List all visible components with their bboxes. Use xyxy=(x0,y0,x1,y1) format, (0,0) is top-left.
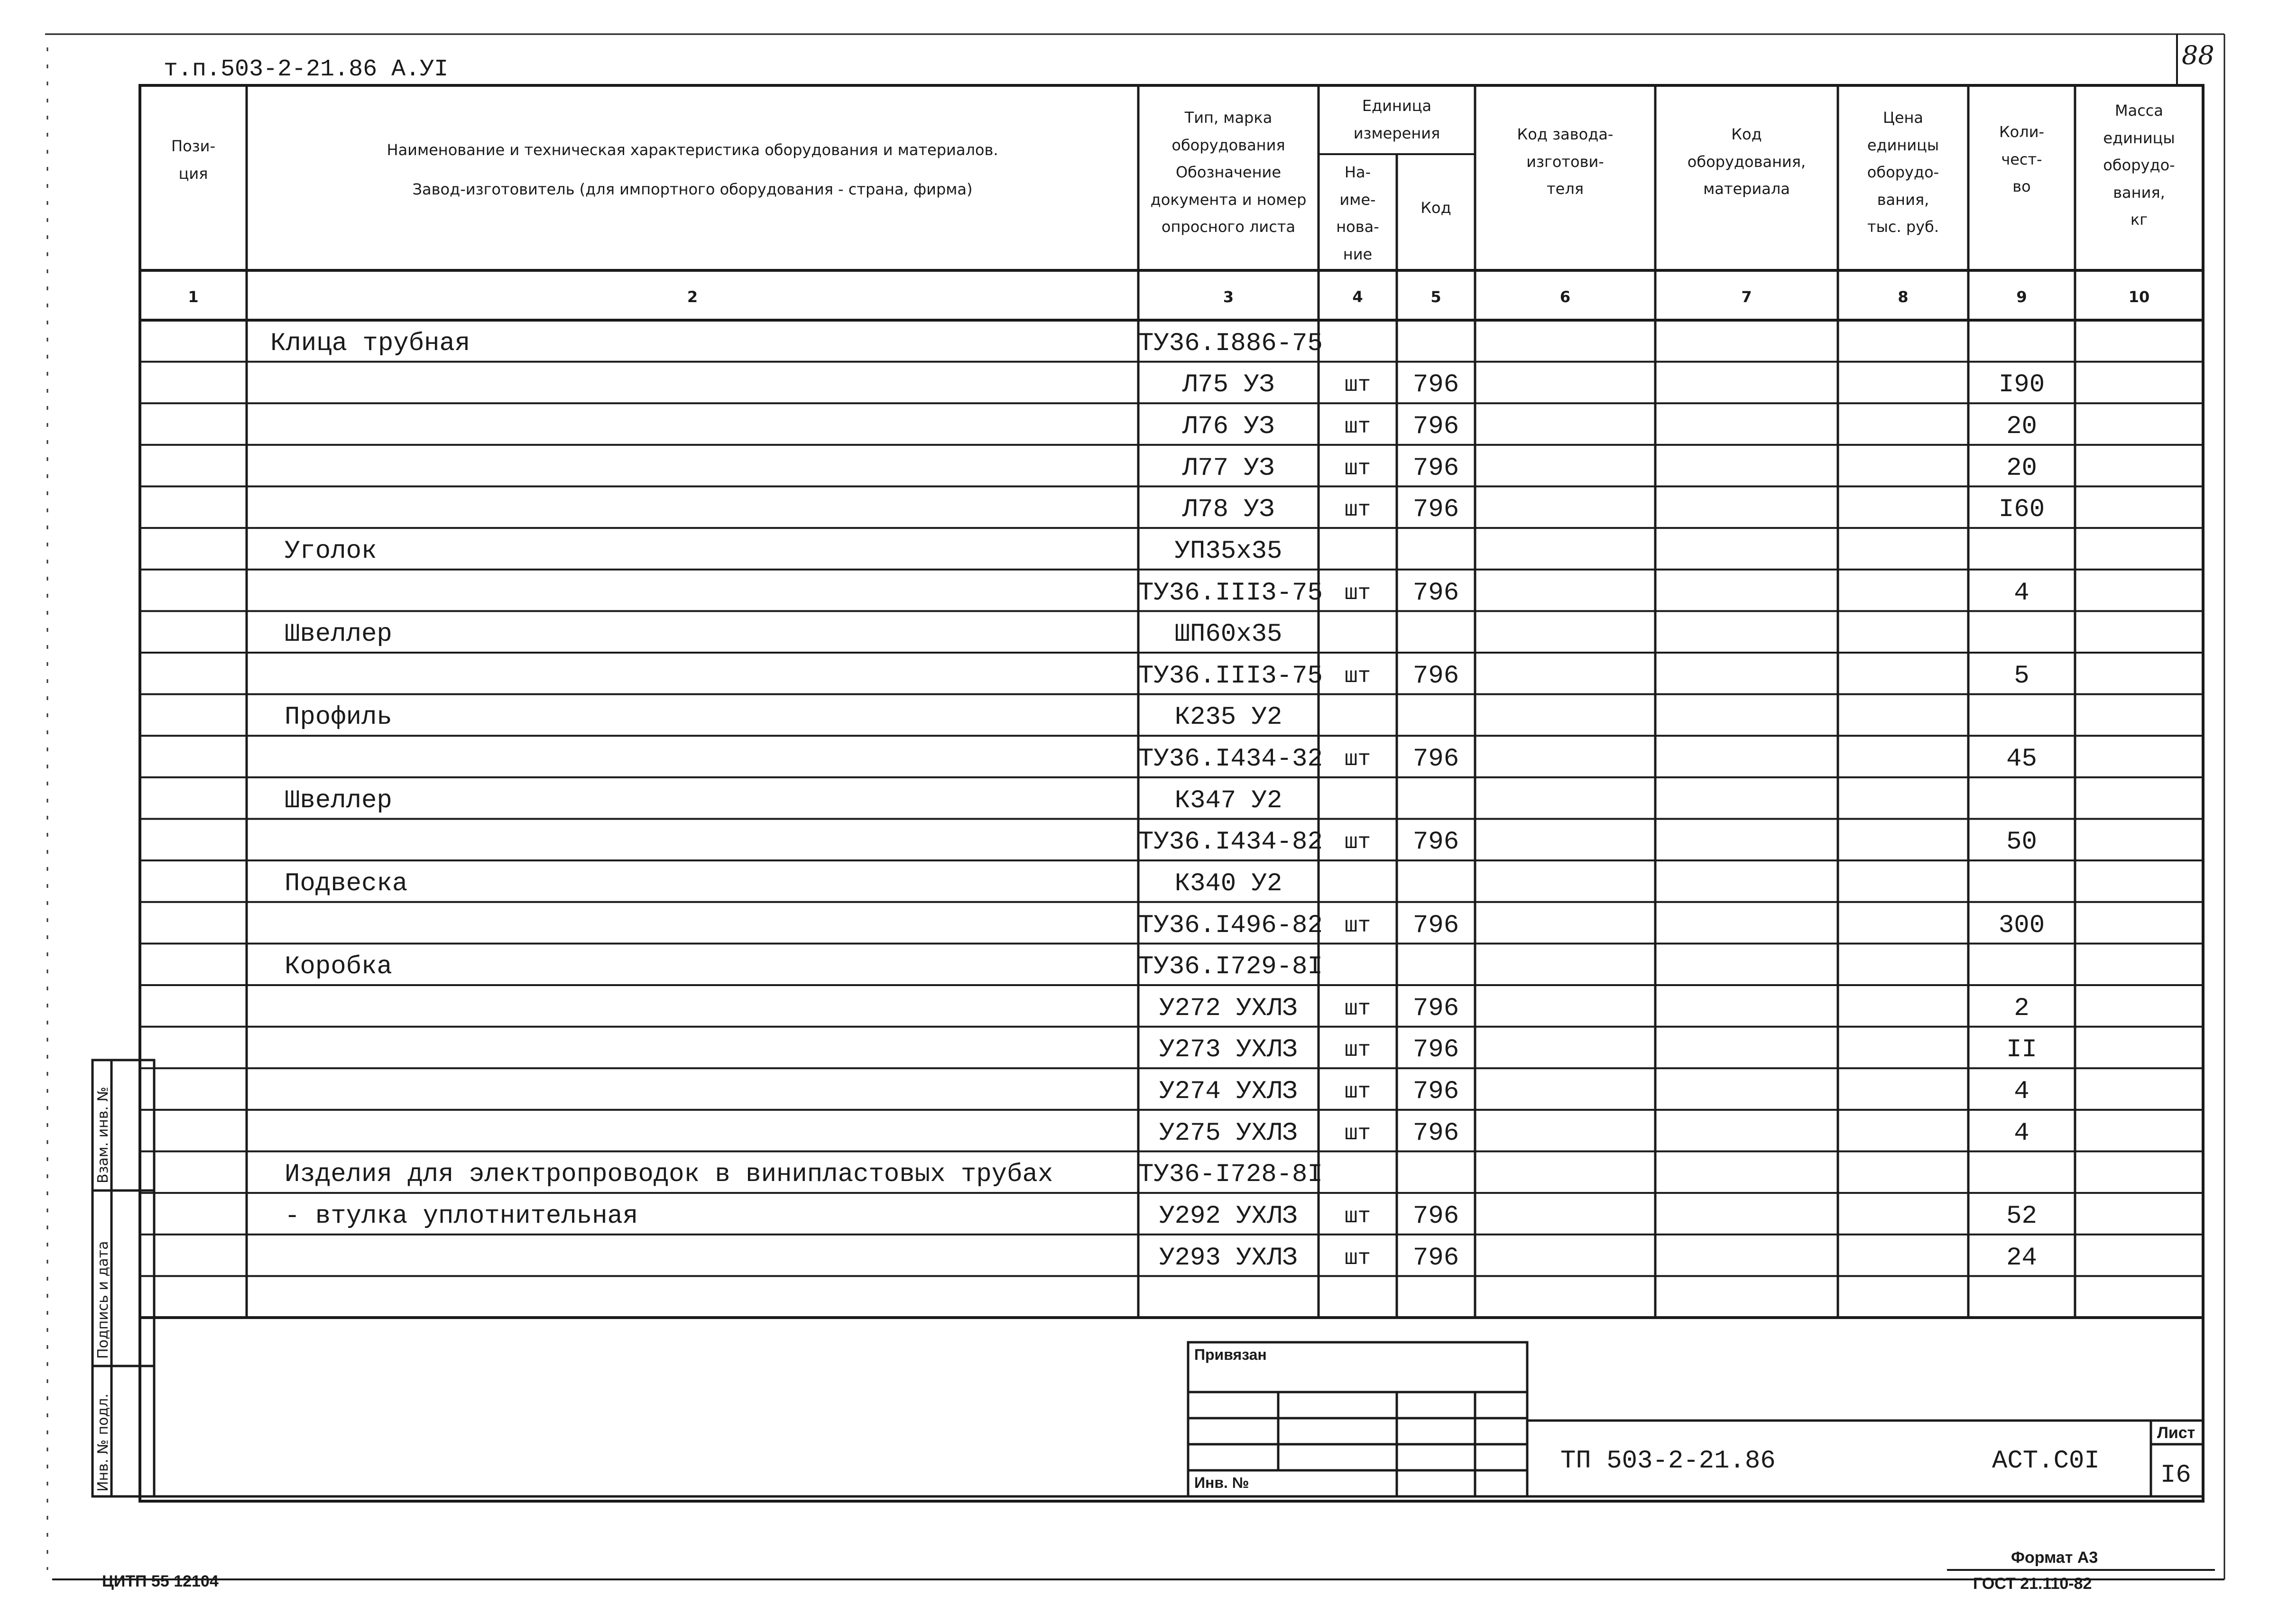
unit-code-cell: 796 xyxy=(1412,495,1459,525)
quantity-cell: 20 xyxy=(2006,412,2037,442)
item-name-cell: - втулка уплотнительная xyxy=(285,1201,638,1231)
side-stamp-inv-replace: Взам. инв. № xyxy=(95,1087,111,1183)
type-mark-cell: Л75 УЗ xyxy=(1182,370,1275,400)
type-mark-cell: К235 У2 xyxy=(1174,703,1282,732)
unit-code-cell: 796 xyxy=(1412,412,1459,442)
title-block-designation: ТП 503-2-21.86 xyxy=(1560,1447,1776,1476)
type-mark-cell: У275 УХЛЗ xyxy=(1159,1118,1298,1148)
unit-code-cell: 796 xyxy=(1412,828,1459,857)
footer-format: Формат А3 xyxy=(2011,1549,2098,1567)
type-mark-cell: ТУ36.I496-82 xyxy=(1138,911,1323,940)
quantity-cell: 50 xyxy=(2006,828,2037,857)
unit-name-cell: шт xyxy=(1344,996,1371,1021)
type-mark-cell: ТУ36.I434-32 xyxy=(1138,745,1323,774)
document-reference: т.п.503-2-21.86 А.УI xyxy=(164,56,449,83)
column-header-title: Коли- чест- во xyxy=(1999,123,2045,196)
unit-name-cell: шт xyxy=(1344,664,1371,689)
column-header-title: Пози- ция xyxy=(171,137,215,183)
footer-left-code: ЦИТП 55 12104 xyxy=(102,1572,219,1590)
item-name-cell: Подвеска xyxy=(285,869,408,898)
title-block-sheet-label: Лист xyxy=(2157,1424,2195,1442)
type-mark-cell: У292 УХЛЗ xyxy=(1159,1201,1298,1231)
unit-code-cell: 796 xyxy=(1412,1118,1459,1148)
quantity-cell: 4 xyxy=(2014,1118,2029,1148)
quantity-cell: 45 xyxy=(2006,745,2037,774)
unit-name-cell: шт xyxy=(1344,913,1371,938)
title-block-sheet-number: I6 xyxy=(2160,1461,2191,1490)
unit-code-cell: 796 xyxy=(1412,370,1459,400)
column-header-title: Масса единицы оборудо- вания, кг xyxy=(2103,102,2175,229)
type-mark-cell: ШП60х35 xyxy=(1174,620,1282,649)
quantity-cell: I60 xyxy=(1998,495,2045,525)
title-block-linked: Привязан xyxy=(1194,1346,1267,1363)
item-name-cell: Клица трубная xyxy=(270,329,470,358)
quantity-cell: 2 xyxy=(2014,994,2029,1023)
type-mark-cell: УП35х35 xyxy=(1174,536,1282,566)
type-mark-cell: У274 УХЛЗ xyxy=(1159,1077,1298,1107)
type-mark-cell: ТУ36.I886-75 xyxy=(1138,329,1323,358)
column-header-title: Код xyxy=(1420,199,1451,217)
column-number: 5 xyxy=(1430,288,1441,306)
unit-code-cell: 796 xyxy=(1412,1035,1459,1065)
type-mark-cell: Л77 УЗ xyxy=(1182,453,1275,483)
column-number: 1 xyxy=(188,288,199,306)
item-name-cell: Швеллер xyxy=(285,786,392,815)
column-number: 7 xyxy=(1741,288,1752,306)
item-name-cell: Профиль xyxy=(285,703,392,732)
column-number: 3 xyxy=(1223,288,1234,306)
unit-code-cell: 796 xyxy=(1412,745,1459,774)
unit-group-header: Единица измерения xyxy=(1353,97,1440,142)
unit-code-cell: 796 xyxy=(1412,578,1459,608)
unit-name-cell: шт xyxy=(1344,830,1371,855)
item-name-cell: Швеллер xyxy=(285,620,392,649)
unit-code-cell: 796 xyxy=(1412,911,1459,940)
page-mark: 88 xyxy=(2182,40,2214,70)
quantity-cell: 4 xyxy=(2014,1077,2029,1107)
type-mark-cell: ТУ36-I728-8I xyxy=(1138,1160,1323,1190)
column-number: 8 xyxy=(1898,288,1909,306)
column-header-title: Цена единицы оборудо- вания, тыс. руб. xyxy=(1867,109,1939,236)
footer-gost: ГОСТ 21.110-82 xyxy=(1973,1575,2092,1593)
quantity-cell: 5 xyxy=(2014,661,2029,691)
column-number: 10 xyxy=(2128,288,2150,306)
unit-code-cell: 796 xyxy=(1412,453,1459,483)
column-header-title: Тип, марка оборудования Обозначение документа и номер опросного листа xyxy=(1150,109,1307,236)
unit-code-cell: 796 xyxy=(1412,994,1459,1023)
quantity-cell: II xyxy=(2006,1035,2037,1065)
quantity-cell: 52 xyxy=(2006,1201,2037,1231)
column-header-title: На- име- нова- ние xyxy=(1336,163,1379,263)
quantity-cell: 20 xyxy=(2006,453,2037,483)
unit-name-cell: шт xyxy=(1344,1121,1371,1146)
type-mark-cell: ТУ36.I434-82 xyxy=(1138,828,1323,857)
unit-name-cell: шт xyxy=(1344,456,1371,481)
unit-name-cell: шт xyxy=(1344,498,1371,523)
column-number: 4 xyxy=(1352,288,1363,306)
quantity-cell: I90 xyxy=(1998,370,2045,400)
unit-name-cell: шт xyxy=(1344,581,1371,606)
type-mark-cell: Л78 УЗ xyxy=(1182,495,1275,525)
column-number: 6 xyxy=(1559,288,1571,306)
unit-name-cell: шт xyxy=(1344,1080,1371,1105)
type-mark-cell: У293 УХЛЗ xyxy=(1159,1243,1298,1273)
item-name-cell: Коробка xyxy=(285,952,392,982)
type-mark-cell: Л76 УЗ xyxy=(1182,412,1275,442)
unit-code-cell: 796 xyxy=(1412,1243,1459,1273)
column-header-title: Код оборудования, материала xyxy=(1687,125,1806,198)
unit-name-cell: шт xyxy=(1344,1204,1371,1229)
item-name-cell: Изделия для электропроводок в винипластовых трубах xyxy=(285,1160,1053,1190)
side-stamp-inv-orig: Инв. № подл. xyxy=(95,1393,111,1492)
type-mark-cell: ТУ36.III3-75 xyxy=(1138,661,1323,691)
type-mark-cell: ТУ36.III3-75 xyxy=(1138,578,1323,608)
column-header-title: Код завода- изготови- теля xyxy=(1517,125,1614,198)
quantity-cell: 300 xyxy=(1998,911,2045,940)
unit-code-cell: 796 xyxy=(1412,661,1459,691)
title-block-inv-no: Инв. № xyxy=(1194,1474,1249,1491)
column-number: 2 xyxy=(687,288,698,306)
unit-name-cell: шт xyxy=(1344,1038,1371,1063)
unit-name-cell: шт xyxy=(1344,373,1371,398)
column-header-title: Наименование и техническая характеристика оборудования и материалов. Завод-изготовитель (для импортного оборудования - страна, фирма) xyxy=(387,141,998,199)
unit-name-cell: шт xyxy=(1344,1246,1371,1271)
unit-code-cell: 796 xyxy=(1412,1077,1459,1107)
column-number: 9 xyxy=(2016,288,2027,306)
quantity-cell: 24 xyxy=(2006,1243,2037,1273)
item-name-cell: Уголок xyxy=(285,536,377,566)
unit-name-cell: шт xyxy=(1344,747,1371,772)
unit-name-cell: шт xyxy=(1344,415,1371,440)
title-block-code: АСТ.С0I xyxy=(1992,1447,2100,1476)
side-stamp-sign-date: Подпись и дата xyxy=(95,1241,111,1359)
type-mark-cell: К347 У2 xyxy=(1174,786,1282,815)
type-mark-cell: К340 У2 xyxy=(1174,869,1282,898)
type-mark-cell: У273 УХЛЗ xyxy=(1159,1035,1298,1065)
type-mark-cell: ТУ36.I729-8I xyxy=(1138,952,1323,982)
unit-code-cell: 796 xyxy=(1412,1201,1459,1231)
type-mark-cell: У272 УХЛЗ xyxy=(1159,994,1298,1023)
quantity-cell: 4 xyxy=(2014,578,2029,608)
